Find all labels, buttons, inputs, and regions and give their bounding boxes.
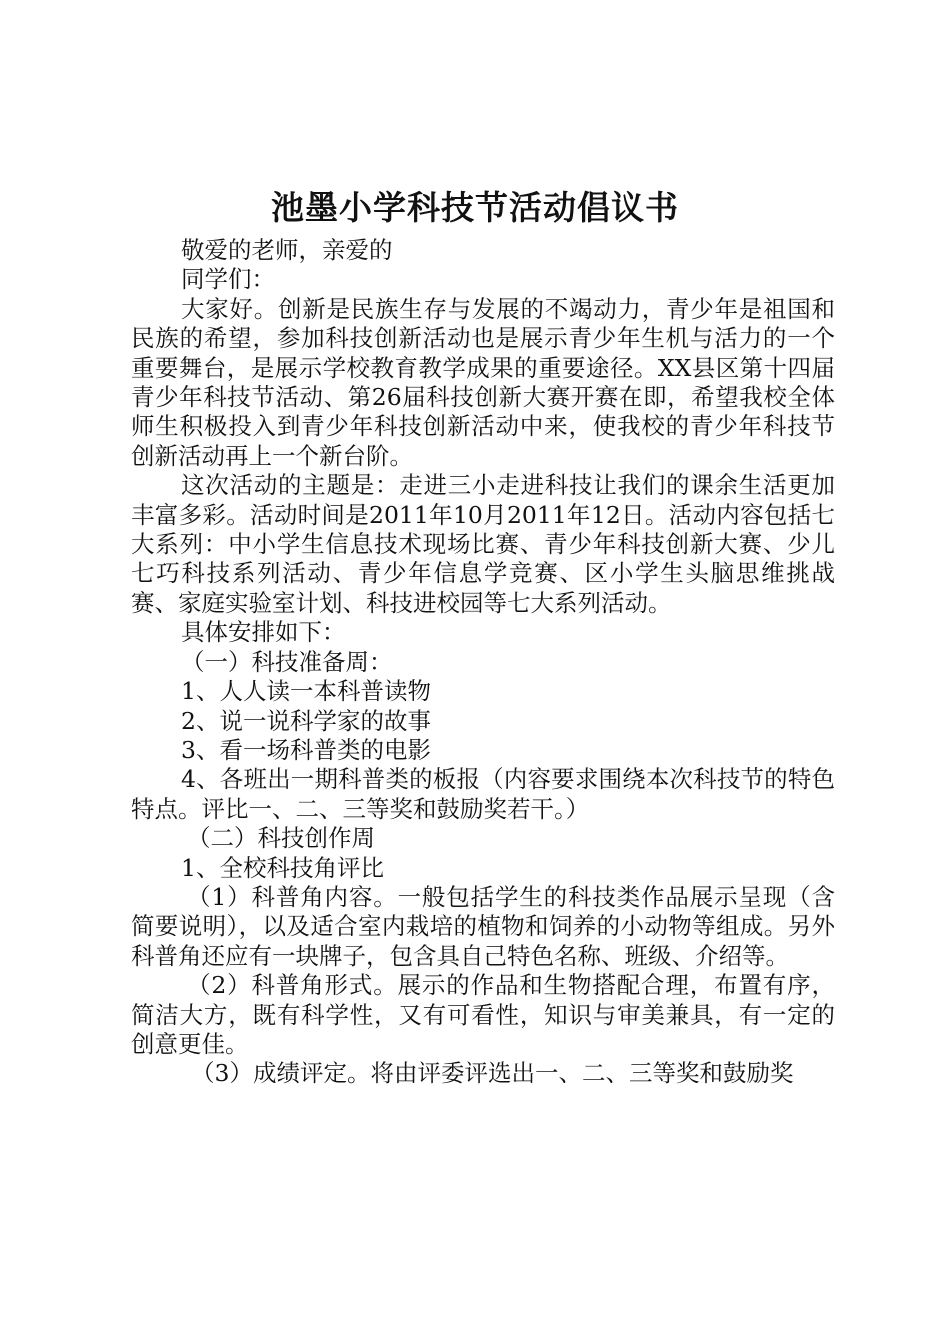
sub-item: （3）成绩评定。将由评委评选出一、二、三等奖和鼓励奖 <box>191 1059 794 1088</box>
paragraph-intro: 大家好。创新是民族生存与发展的不竭动力，青少年是祖国和民族的希望，参加科技创新活动也是展示青少年生机与活力的一个重要舞台，是展示学校教育教学成果的重要途径。XX县区第十四届青少年科技节活动、第26届科技创新大赛开赛在即，希望我校全体师生积极投入到青少年科技创新活动中来，使我校的青少年科技节创新活动再上一个新台阶。 <box>131 294 835 470</box>
greeting-line-2: 同学们： <box>181 265 275 294</box>
list-item: 2、说一说科学家的故事 <box>181 706 431 735</box>
section-heading-2: （二）科技创作周 <box>187 824 375 853</box>
list-item: 1、全校科技角评比 <box>181 853 384 882</box>
list-item: 4、各班出一期科普类的板报（内容要求围绕本次科技节的特色特点。评比一、二、三等奖和鼓励奖若干。） <box>131 765 835 823</box>
sub-item: （1）科普角内容。一般包括学生的科技类作品展示呈现（含简要说明），以及适合室内栽培的植物和饲养的小动物等组成。另外科普角还应有一块牌子，包含具自己特色名称、班级、介绍等。 <box>131 882 835 970</box>
paragraph-schedule-heading: 具体安排如下： <box>181 618 346 647</box>
document-body <box>131 236 835 1089</box>
paragraph-theme: 这次活动的主题是：走进三小走进科技让我们的课余生活更加丰富多彩。活动时间是2011年10月2011年12日。活动内容包括七大系列：中小学生信息技术现场比赛、青少年科技创新大赛、少儿七巧科技系列活动、青少年信息学竞赛、区小学生头脑思维挑战赛、家庭实验室计划、科技进校园等七大系列活动。 <box>131 471 835 617</box>
section-heading-1: （一）科技准备周： <box>181 647 393 676</box>
list-item: 3、看一场科普类的电影 <box>181 735 431 764</box>
greeting-line-1: 敬爱的老师，亲爱的 <box>181 236 393 264</box>
list-item: 1、人人读一本科普读物 <box>181 677 431 706</box>
sub-item: （2）科普角形式。展示的作品和生物搭配合理，布置有序，简洁大方，既有科学性，又有可看性，知识与审美兼具，有一定的创意更佳。 <box>131 971 835 1058</box>
document-title: 池墨小学科技节活动倡议书 <box>271 188 679 227</box>
